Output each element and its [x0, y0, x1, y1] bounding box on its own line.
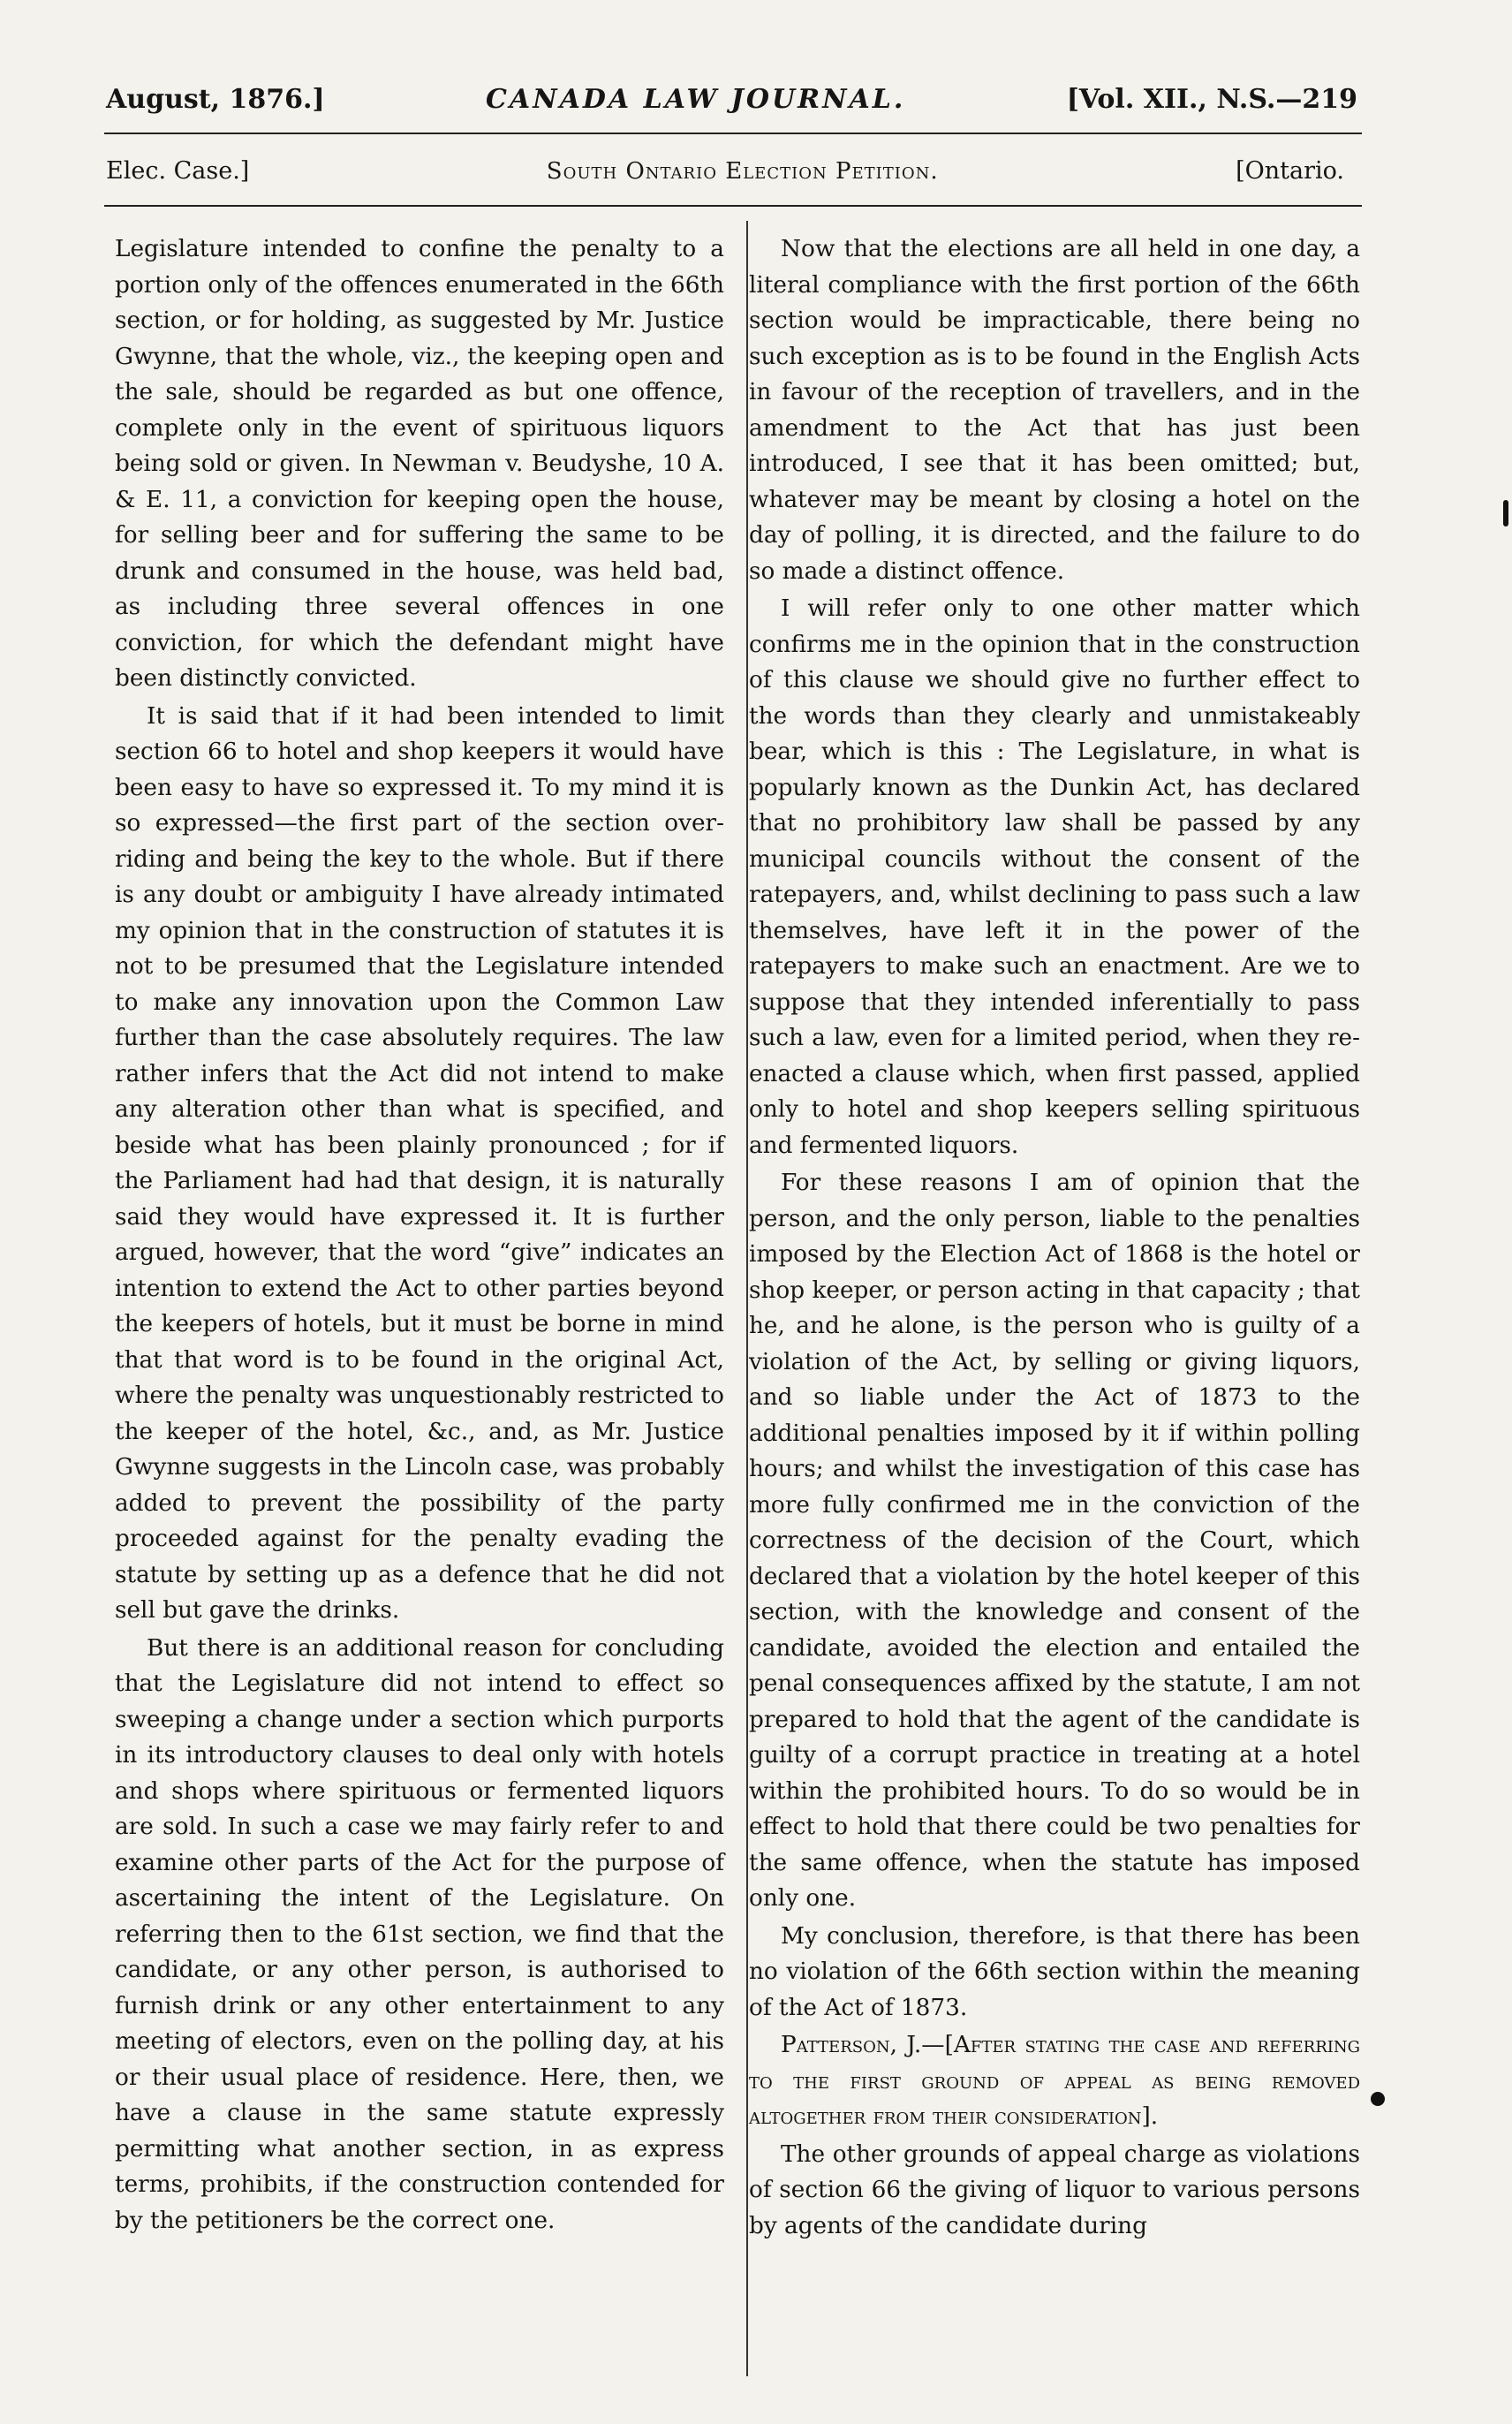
header-rule	[104, 133, 1362, 134]
right-column	[749, 231, 1360, 2246]
case-header	[106, 157, 1344, 193]
running-head	[106, 84, 1357, 128]
paragraph: Legislature intended to confine the penalty to a portion only of the offences enumerated in the 66th section, or for holding, as suggested by Mr. Justice Gwynne, that the whole, viz., the keeping open and the sale, should be regarded as but one offence, complete only in the event of spirituous liquors being sold or given. In Newman v. Beudyshe, 10 A. & E. 11, a conviction for keeping open the house, for selling beer and for suffering the same to be drunk and consumed in the house, was held bad, as including three several offences in one conviction, for which the defendant might have been distinctly convicted.	[115, 236, 724, 692]
volume-page: [Vol. XII., N.S.—219	[1066, 84, 1357, 115]
paragraph: For these reasons I am of opinion that the person, and the only person, liable to the penalties imposed by the Election Act of 1868 is the hotel or shop keeper, or person acting in that capacity ; that he, and he alone, is the person who is guilty of a violation of the Act, by selling or giving liquors, and so liable under the Act of 1873 to the additional penalties imposed by it if within polling hours; and whilst the investigation of this case has more fully confirmed me in the conviction of the correctness of the decision of the Court, which declared that a violation by the hotel keeper of this section, with the knowledge and consent of the candidate, avoided the election and entailed the penal consequences affixed by the statute, I am not prepared to hold that the agent of the candidate is guilty of a corrupt practice in treating at a hotel within the prohibited hours. To do so would be in effect to hold that there could be two penalties for the same offence, when the statute has imposed only one.	[749, 1170, 1360, 1912]
paragraph: I will refer only to one other matter which confirms me in the opinion that in the construction of this clause we should give no further effect to the words than they clearly and unmistakeably bear, which is this : The Legislature, in what is popularly known as the Dunkin Act, has declared that no prohibitory law shall be passed by any municipal councils without the consent of the ratepayers, and, whilst declining to pass such a law themselves, have left it in the power of the ratepayers to make such an enactment. Are we to suppose that they intended inferentially to pass such a law, even for a limited period, when they re-enacted a clause which, when first passed, applied only to hotel and shop keepers selling spirituous and fermented liquors.	[749, 595, 1360, 1159]
column-divider	[746, 221, 748, 2376]
case-province: [Ontario.	[1236, 157, 1344, 185]
journal-title: CANADA LAW JOURNAL.	[486, 84, 906, 115]
case-type: Elec. Case.]	[106, 157, 250, 185]
paragraph: The other grounds of appeal charge as violations of section 66 the giving of liquor to various persons by agents of the candidate during	[749, 2140, 1360, 2239]
issue-date: August, 1876.]	[106, 84, 325, 115]
paragraph: Now that the elections are all held in one day, a literal compliance with the first portion of the 66th section would be impracticable, there being no such exception as is to be found in the English Acts in favour of the reception of travellers, and in the amendment to the Act that has just been introduced, I see that it has been omitted; but, whatever may be meant by closing a hotel on the day of polling, it is directed, and the failure to do so made a distinct offence.	[749, 236, 1360, 585]
paragraph: But there is an additional reason for concluding that the Legislature did not intend to effect so sweeping a change under a section which purports in its introductory clauses to deal only with hotels and shops where spirituous or fermented liquors are sold. In such a case we may fairly refer to and examine other parts of the Act for the purpose of ascertaining the intent of the Legislature. On referring then to the 61st section, we find that the candidate, or any other person, is authorised to furnish drink or any other entertainment to any meeting of electors, even on the polling day, at his or their usual place of residence. Here, then, we have a clause in the same statute expressly permitting what another section, in as express terms, prohibits, if the construction contended for by the petitioners be the correct one.	[115, 1634, 724, 2234]
subheader-rule	[104, 205, 1362, 207]
case-title: South Ontario Election Petition.	[546, 158, 939, 185]
paragraph-judge: Patterson, J.—[After stating the case and referring to the first ground of appeal as being removed altogether from their consideration].	[749, 2032, 1360, 2130]
ink-blot	[1371, 2092, 1385, 2106]
left-column	[115, 231, 724, 2240]
ink-blot	[1503, 500, 1508, 526]
paragraph: It is said that if it had been intended to limit section 66 to hotel and shop keepers it would have been easy to have so expressed it. To my mind it is so expressed—the first part of the section over-riding and being the key to the whole. But if there is any doubt or ambiguity I have already intimated my opinion that in the construction of statutes it is not to be presumed that the Legislature intended to make any innovation upon the Common Law further than the case absolutely requires. The law rather infers that the Act did not intend to make any alteration other than what is specified, and beside what has been plainly pronounced ; for if the Parliament had had that design, it is naturally said they would have expressed it. It is further argued, however, that the word “give” indicates an intention to extend the Act to other parties beyond the keepers of hotels, but it must be borne in mind that that word is to be found in the original Act, where the penalty was unquestionably restricted to the keeper of the hotel, &c., and, as Mr. Justice Gwynne suggests in the Lincoln case, was probably added to prevent the possibility of the party proceeded against for the penalty evading the statute by setting up as a defence that he did not sell but gave the drinks.	[115, 702, 724, 1624]
paragraph: My conclusion, therefore, is that there has been no violation of the 66th section within the meaning of the Act of 1873.	[749, 1922, 1360, 2021]
